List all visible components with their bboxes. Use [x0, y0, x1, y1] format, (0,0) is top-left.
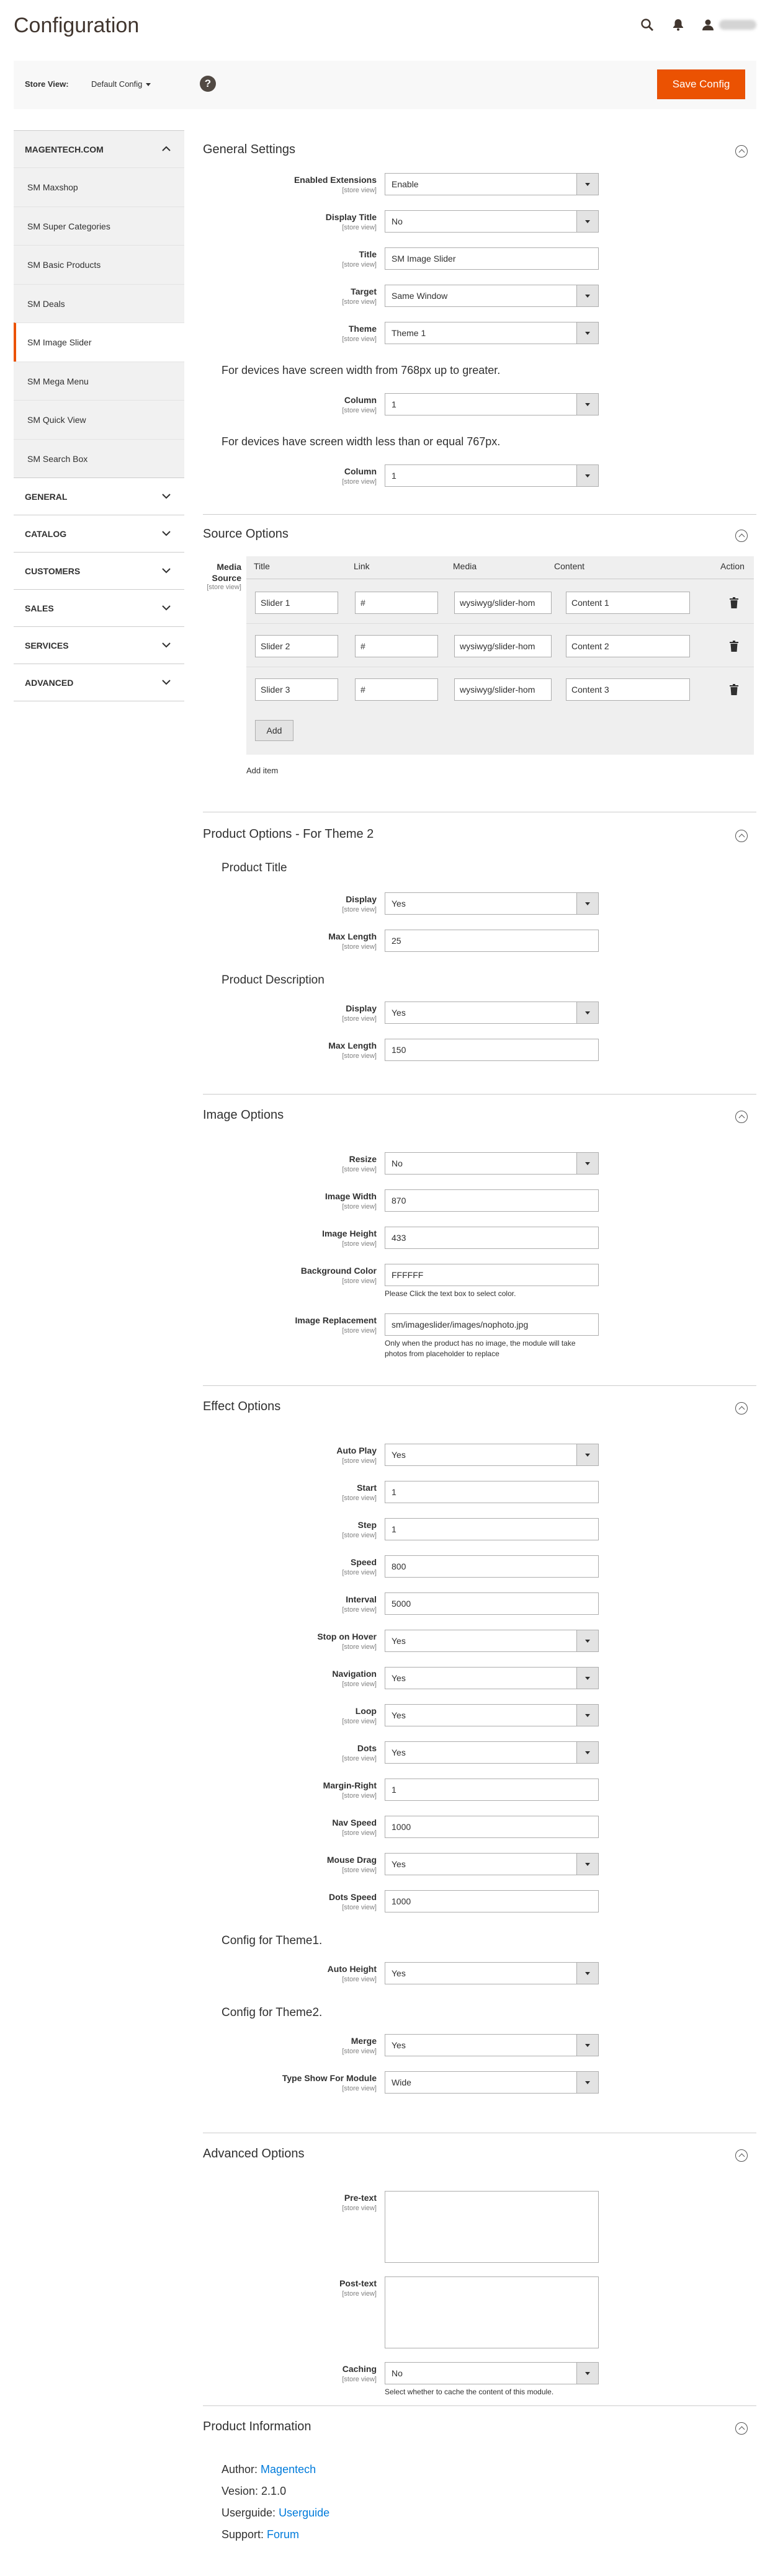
field-label: Mouse Drag [326, 1855, 377, 1865]
media-source-table [246, 556, 754, 755]
field-label: Start [357, 1483, 377, 1493]
field-scope: [store view] [342, 407, 377, 414]
type-show-select[interactable]: Wide [385, 2071, 599, 2094]
target-select[interactable]: Same Window [385, 285, 599, 307]
row-title-input[interactable]: Slider 3 [255, 678, 338, 701]
sidebar-section-label: ADVANCED [25, 678, 74, 688]
image-replacement-input[interactable]: sm/imageslider/images/nophoto.jpg [385, 1313, 599, 1336]
trash-icon[interactable] [729, 641, 739, 652]
sidebar-section-label: SALES [25, 603, 54, 613]
field-scope: [store view] [342, 1681, 377, 1688]
section-title[interactable]: General Settings [203, 143, 295, 156]
field-scope: [store view] [342, 1867, 377, 1874]
info-support: Support: Forum [222, 2528, 300, 2541]
sidebar-section-label: GENERAL [25, 492, 68, 502]
section-title[interactable]: Effect Options [203, 1400, 281, 1413]
field-label: Theme [348, 324, 377, 334]
field-scope: [store view] [342, 906, 377, 913]
collapse-toggle-icon[interactable] [735, 1402, 748, 1415]
column-large-select[interactable]: 1 [385, 393, 599, 415]
image-height-input[interactable]: 433 [385, 1227, 599, 1249]
row-media-input[interactable]: wysiwyg/slider-hom [454, 678, 552, 701]
config-content [203, 130, 756, 2561]
config-sidebar [14, 130, 184, 701]
field-scope: [store view] [342, 478, 377, 486]
section-title[interactable]: Advanced Options [203, 2147, 305, 2161]
collapse-toggle-icon[interactable] [735, 1111, 748, 1123]
image-width-input[interactable]: 870 [385, 1189, 599, 1212]
field-scope: [store view] [342, 1277, 377, 1285]
field-scope: [store view] [342, 1495, 377, 1502]
sidebar-item-active[interactable]: SM Image Slider [14, 322, 184, 362]
page-title: Configuration [14, 14, 140, 37]
field-label: Max Length [328, 1041, 377, 1050]
field-label: Column [344, 466, 377, 476]
field-column-large [203, 389, 756, 427]
field-enabled-extensions [203, 169, 756, 207]
effect-option-input[interactable]: 5000 [385, 1592, 599, 1615]
field-label: Loop [355, 1706, 377, 1716]
add-item-link[interactable]: Add item [246, 766, 279, 775]
field-label: Navigation [332, 1669, 377, 1679]
sidebar-item[interactable]: SM Mega Menu [14, 362, 184, 401]
field-scope: [store view] [342, 1976, 377, 1983]
title-input[interactable]: SM Image Slider [385, 247, 599, 270]
field-scope: [store view] [342, 1904, 377, 1911]
section-source-options [203, 515, 756, 812]
media-source-label: Media Source [store view] [207, 562, 241, 592]
save-config-button[interactable]: Save Config [657, 69, 745, 99]
field-label: Interval [346, 1594, 377, 1604]
row-title-input[interactable]: Slider 1 [255, 592, 338, 614]
row-content-input[interactable]: Content 2 [566, 635, 690, 657]
field-scope: [store view] [342, 1606, 377, 1614]
field-desc-max-length [203, 1035, 756, 1072]
field-label: Enabled Extensions [293, 175, 377, 185]
field-label: Stop on Hover [317, 1632, 377, 1641]
section-general-settings [203, 130, 756, 515]
chevron-down-icon [162, 493, 171, 499]
field-note: Select whether to cache the content of this module. [385, 2387, 554, 2396]
theme-select[interactable]: Theme 1 [385, 322, 599, 344]
collapse-toggle-icon[interactable] [735, 2422, 748, 2435]
section-effect-options [203, 1386, 756, 2133]
field-effect-option [203, 1626, 756, 1663]
row-content-input[interactable]: Content 1 [566, 592, 690, 614]
field-title-display [203, 889, 756, 926]
row-link-input[interactable]: # [355, 592, 438, 614]
field-effect-option [203, 1812, 756, 1849]
field-scope: [store view] [342, 298, 377, 306]
store-view-label: Store View: [25, 79, 69, 89]
field-label: Title [359, 249, 377, 259]
desc-display-select[interactable]: Yes [385, 1002, 599, 1024]
effect-option-select[interactable]: Yes [385, 1630, 599, 1652]
enabled-extensions-select[interactable]: Enable [385, 173, 599, 195]
field-label: Target [351, 286, 377, 296]
page-actions-bar [14, 61, 756, 109]
field-label: Image Height [322, 1228, 377, 1238]
field-scope: [store view] [342, 1792, 377, 1800]
section-title[interactable]: Image Options [203, 1108, 284, 1122]
table-header: Media [453, 561, 477, 571]
section-advanced-options [203, 2133, 756, 2406]
sidebar-section-services[interactable] [14, 626, 184, 664]
table-header: Action [720, 561, 745, 571]
field-scope: [store view] [342, 2205, 377, 2212]
chevron-down-icon [162, 679, 171, 685]
field-caching [203, 2358, 756, 2408]
section-title[interactable]: Product Options - For Theme 2 [203, 827, 374, 841]
background-color-input[interactable]: FFFFFF [385, 1264, 599, 1286]
config-theme1-heading: Config for Theme1. [222, 1934, 323, 1947]
add-row-button[interactable]: Add [255, 720, 293, 741]
collapse-toggle-icon[interactable] [735, 530, 748, 542]
field-scope: [store view] [342, 2048, 377, 2055]
field-effect-option [203, 1477, 756, 1514]
row-content-input[interactable]: Content 3 [566, 678, 690, 701]
desc-max-length-input[interactable]: 150 [385, 1039, 599, 1061]
field-label: Max Length [328, 931, 377, 941]
field-scope: [store view] [342, 1755, 377, 1762]
effect-option-input[interactable]: 1000 [385, 1816, 599, 1838]
field-note: Please Click the text box to select color. [385, 1289, 516, 1298]
field-image-height [203, 1223, 756, 1260]
field-scope: [store view] [342, 1829, 377, 1837]
sidebar-group-title: MAGENTECH.COM [25, 144, 104, 154]
caret-down-icon [146, 83, 151, 86]
field-auto-height [203, 1958, 756, 1996]
field-scope: [store view] [342, 1569, 377, 1576]
field-theme [203, 318, 756, 355]
field-scope: [store view] [342, 1457, 377, 1465]
table-header: Title [254, 561, 270, 571]
field-resize [203, 1148, 756, 1186]
column-small-select[interactable]: 1 [385, 464, 599, 487]
row-link-input[interactable]: # [355, 635, 438, 657]
effect-option-select[interactable]: Yes [385, 1741, 599, 1764]
field-effect-option [203, 1738, 756, 1775]
field-image-replacement [203, 1310, 756, 1372]
bell-icon[interactable] [671, 17, 686, 32]
field-effect-option [203, 1775, 756, 1812]
field-effect-option [203, 1514, 756, 1552]
product-description-heading: Product Description [222, 974, 325, 987]
help-icon[interactable]: ? [200, 76, 216, 92]
chevron-down-icon [162, 642, 171, 648]
field-posttext [203, 2273, 756, 2358]
field-label: Pre-text [344, 2193, 377, 2203]
field-scope: [store view] [342, 1203, 377, 1210]
sidebar-section-general[interactable] [14, 477, 184, 515]
field-label: Background Color [300, 1266, 377, 1276]
user-menu[interactable] [702, 19, 756, 31]
field-scope: [store view] [342, 1718, 377, 1725]
resize-select[interactable]: No [385, 1152, 599, 1175]
table-header: Link [354, 561, 370, 571]
field-scope: [store view] [342, 1166, 377, 1173]
field-scope: [store view] [342, 2290, 377, 2298]
chevron-down-icon [162, 605, 171, 611]
effect-option-select[interactable]: Yes [385, 1667, 599, 1689]
field-scope: [store view] [342, 224, 377, 231]
posttext-textarea[interactable] [385, 2276, 599, 2348]
sidebar-section-customers[interactable] [14, 552, 184, 589]
product-title-heading: Product Title [222, 861, 287, 874]
header-actions [640, 17, 756, 32]
sidebar-section-sales[interactable] [14, 589, 184, 626]
field-label: Post-text [339, 2278, 377, 2288]
info-userguide: Userguide: Userguide [222, 2507, 330, 2519]
field-title [203, 244, 756, 281]
sidebar-section-catalog[interactable] [14, 515, 184, 552]
field-label: Display [346, 894, 377, 904]
effect-option-input[interactable]: 1 [385, 1481, 599, 1503]
sidebar-item[interactable]: SM Quick View [14, 400, 184, 439]
table-header: Content [554, 561, 585, 571]
field-effect-option [203, 1663, 756, 1700]
field-label: Display [346, 1003, 377, 1013]
info-version: Vesion: 2.1.0 [222, 2485, 287, 2497]
collapse-toggle-icon[interactable] [735, 145, 748, 158]
search-icon[interactable] [640, 17, 655, 32]
sidebar-group-magentech[interactable] [14, 130, 184, 167]
field-scope: [store view] [342, 1327, 377, 1335]
sidebar-items [14, 167, 184, 477]
field-label: Speed [350, 1557, 377, 1567]
sidebar-item[interactable]: SM Deals [14, 284, 184, 323]
title-display-select[interactable]: Yes [385, 892, 599, 915]
field-scope: [store view] [342, 2376, 377, 2383]
field-background-color [203, 1260, 756, 1310]
field-scope: [store view] [342, 187, 377, 194]
field-label: Image Width [325, 1191, 377, 1201]
field-image-width [203, 1186, 756, 1223]
sidebar-item[interactable]: SM Search Box [14, 439, 184, 478]
field-column-small [203, 461, 756, 498]
field-label: Nav Speed [332, 1818, 377, 1828]
sidebar-item[interactable]: SM Super Categories [14, 207, 184, 246]
field-label: Caching [342, 2364, 377, 2374]
title-max-length-input[interactable]: 25 [385, 930, 599, 952]
effect-option-select[interactable]: Yes [385, 1853, 599, 1875]
store-view-switcher[interactable] [91, 79, 151, 89]
effect-option-input[interactable]: 1 [385, 1779, 599, 1801]
pretext-textarea[interactable] [385, 2191, 599, 2263]
field-label: Image Replacement [295, 1315, 377, 1325]
caching-select[interactable]: No [385, 2362, 599, 2384]
field-scope: [store view] [342, 1015, 377, 1023]
section-title[interactable]: Product Information [203, 2420, 311, 2433]
field-type-show [203, 2067, 756, 2105]
sidebar-item[interactable]: SM Basic Products [14, 245, 184, 284]
userguide-link[interactable]: Userguide [279, 2507, 330, 2519]
field-pretext [203, 2187, 756, 2273]
field-scope: [store view] [342, 1532, 377, 1539]
chevron-down-icon [162, 530, 171, 536]
sidebar-section-label: CATALOG [25, 529, 67, 539]
field-note: Only when the product has no image, the module will take photos from placeholder to replace [385, 1339, 576, 1358]
field-effect-option [203, 1886, 756, 1924]
field-label: Type Show For Module [282, 2073, 377, 2083]
effect-option-select[interactable]: Yes [385, 1704, 599, 1726]
user-name-blurred [719, 20, 756, 30]
field-title-max-length [203, 926, 756, 963]
display-title-select[interactable]: No [385, 210, 599, 233]
effect-option-input[interactable]: 1 [385, 1518, 599, 1540]
field-effect-option [203, 1849, 756, 1886]
merge-select[interactable]: Yes [385, 2034, 599, 2056]
field-effect-option [203, 1552, 756, 1589]
field-label: Display Title [325, 212, 377, 222]
field-scope: [store view] [342, 2085, 377, 2092]
field-label: Column [344, 395, 377, 405]
effect-option-input[interactable]: 800 [385, 1555, 599, 1578]
sidebar-section-label: CUSTOMERS [25, 566, 81, 576]
field-label: Merge [351, 2036, 377, 2046]
field-scope: [store view] [342, 1643, 377, 1651]
row-media-input[interactable]: wysiwyg/slider-hom [454, 635, 552, 657]
field-label: Dots [357, 1743, 377, 1753]
field-label: Resize [349, 1154, 377, 1164]
field-merge [203, 2030, 756, 2067]
chevron-down-icon [162, 567, 171, 574]
field-desc-display [203, 998, 756, 1035]
sidebar-section-advanced[interactable] [14, 664, 184, 701]
user-icon [702, 19, 714, 31]
note-small-screens: For devices have screen width less than or equal 767px. [222, 435, 501, 448]
field-scope: [store view] [342, 1240, 377, 1248]
field-effect-option [203, 1440, 756, 1477]
row-media-input[interactable]: wysiwyg/slider-hom [454, 592, 552, 614]
field-display-title [203, 207, 756, 244]
info-author: Author: Magentech [222, 2463, 316, 2476]
row-link-input[interactable]: # [355, 678, 438, 701]
effect-option-select[interactable]: Yes [385, 1444, 599, 1466]
field-effect-option [203, 1589, 756, 1626]
field-label: Auto Play [336, 1446, 377, 1455]
field-scope: [store view] [342, 335, 377, 343]
support-link[interactable]: Forum [267, 2528, 300, 2541]
section-image-options [203, 1095, 756, 1386]
field-label: Auto Height [327, 1964, 377, 1974]
store-view-value: Default Config [91, 79, 143, 89]
collapse-toggle-icon[interactable] [735, 830, 748, 842]
sidebar-section-label: SERVICES [25, 641, 69, 651]
section-title[interactable]: Source Options [203, 527, 289, 541]
author-link[interactable]: Magentech [261, 2463, 316, 2476]
field-label: Step [357, 1520, 377, 1530]
effect-fields [203, 1440, 756, 1924]
field-effect-option [203, 1700, 756, 1738]
trash-icon[interactable] [729, 597, 739, 608]
field-target [203, 281, 756, 318]
sidebar-sections [14, 477, 184, 701]
effect-option-input[interactable]: 1000 [385, 1890, 599, 1912]
auto-height-select[interactable]: Yes [385, 1962, 599, 1984]
collapse-toggle-icon[interactable] [735, 2149, 748, 2162]
field-scope: [store view] [342, 1052, 377, 1060]
trash-icon[interactable] [729, 684, 739, 695]
field-label: Dots Speed [328, 1892, 377, 1902]
note-large-screens: For devices have screen width from 768px up to greater. [222, 364, 501, 376]
sidebar-item[interactable]: SM Maxshop [14, 167, 184, 207]
section-product-options [203, 812, 756, 1095]
field-scope: [store view] [342, 261, 377, 269]
config-theme2-heading: Config for Theme2. [222, 2006, 323, 2019]
chevron-up-icon [162, 146, 171, 152]
field-scope: [store view] [342, 943, 377, 951]
section-product-information [203, 2406, 756, 2561]
row-title-input[interactable]: Slider 2 [255, 635, 338, 657]
field-label: Margin-Right [323, 1780, 377, 1790]
